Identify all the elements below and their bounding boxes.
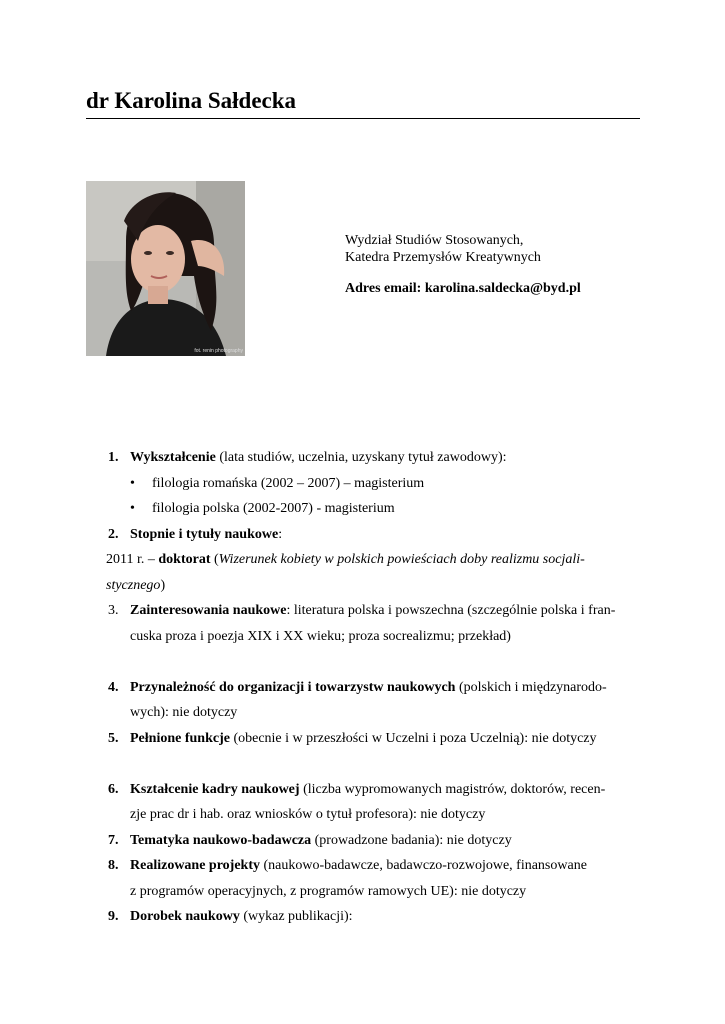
section-publications	[108, 904, 640, 930]
profile-photo	[86, 181, 245, 356]
section-title: Dorobek naukowy	[130, 909, 240, 924]
paren: (	[210, 552, 219, 567]
section-text: (polskich i międzynarodo-	[455, 679, 607, 695]
section-functions	[108, 726, 640, 752]
page-title: dr Karolina Sałdecka	[86, 86, 640, 119]
section-number: 4.	[108, 679, 119, 695]
cv-sections	[108, 445, 640, 930]
photo-credit: fot. renin photography	[194, 348, 243, 354]
dissertation-title: Wizerunek kobiety w polskich powieściach doby realizmu socjali-	[218, 552, 585, 567]
section-text: (prowadzone badania): nie dotyczy	[311, 832, 512, 848]
section-education	[108, 445, 640, 471]
section-memberships	[108, 675, 640, 701]
section-title: Zainteresowania naukowe	[130, 603, 287, 618]
section-degrees	[108, 522, 640, 548]
section-number: 3.	[108, 603, 119, 618]
section-text-cont: cuska proza i poezja XIX i XX wieku; proza socrealizmu; przekład)	[130, 628, 511, 644]
section-research-topics	[108, 828, 640, 854]
section-text: (wykaz publikacji):	[239, 909, 353, 924]
faculty-line: Wydział Studiów Stosowanych,	[345, 233, 524, 248]
list-item	[108, 471, 640, 497]
section-staff-training	[108, 777, 640, 803]
section-interests	[108, 598, 640, 624]
section-text-cont: zje prac dr i hab. oraz wniosków o tytuł profesora): nie dotyczy	[130, 807, 486, 822]
affiliation-block	[345, 232, 581, 297]
section-title: Tematyka naukowo-badawcza	[130, 832, 312, 848]
section-number: 5.	[108, 730, 119, 746]
section-title: Stopnie i tytuły naukowe	[130, 526, 279, 542]
email-line: Adres email: karolina.saldecka@byd.pl	[345, 281, 581, 296]
dissertation-title-cont: stycznego	[106, 577, 161, 593]
list-item-text: filologia romańska (2002 – 2007) – magisterium	[152, 475, 425, 491]
section-text: : literatura polska i powszechna (szczególnie polska i fran-	[286, 603, 616, 618]
section-title: Przynależność do organizacji i towarzystw naukowych	[130, 679, 456, 695]
section-title: Pełnione funkcje	[130, 730, 230, 746]
doctorate-label: doktorat	[158, 552, 211, 567]
section-text: (obecnie i w przeszłości w Uczelni i poza Uczelnią): nie dotyczy	[229, 730, 597, 746]
department-line: Katedra Przemysłów Kreatywnych	[345, 250, 541, 265]
section-number: 1.	[108, 450, 119, 465]
section-projects	[108, 853, 640, 879]
doctorate-line	[106, 547, 640, 573]
section-number: 9.	[108, 909, 119, 924]
section-text: (naukowo-badawcze, badawczo-rozwojowe, finansowane	[260, 858, 587, 873]
bullet-icon: •	[130, 475, 135, 491]
section-title: Wykształcenie	[130, 450, 216, 465]
section-number: 8.	[108, 858, 119, 873]
doctorate-line-cont	[106, 573, 640, 599]
section-text: (liczba wypromowanych magistrów, doktorów, recen-	[299, 781, 606, 797]
doctorate-year: 2011 r. –	[106, 552, 159, 567]
section-title: Realizowane projekty	[130, 858, 260, 873]
section-text-cont: wych): nie dotyczy	[130, 705, 238, 720]
section-text: :	[278, 526, 283, 542]
list-item-text: filologia polska (2002-2007) - magisterium	[152, 501, 395, 516]
section-number: 2.	[108, 526, 119, 542]
section-number: 6.	[108, 781, 119, 797]
paren: )	[160, 577, 166, 593]
bullet-icon: •	[130, 501, 135, 516]
section-text: (lata studiów, uczelnia, uzyskany tytuł zawodowy):	[215, 450, 507, 465]
list-item	[108, 496, 640, 522]
section-number: 7.	[108, 832, 119, 848]
section-title: Kształcenie kadry naukowej	[130, 781, 300, 797]
section-text-cont: z programów operacyjnych, z programów ramowych UE): nie dotyczy	[130, 883, 527, 899]
